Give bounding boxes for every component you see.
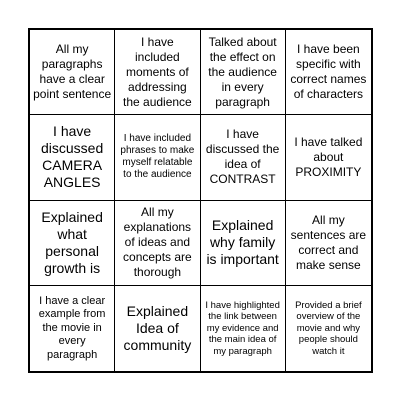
bingo-cell[interactable] (201, 286, 286, 371)
bingo-cell[interactable] (115, 286, 200, 371)
bingo-cell-text: I have been specific with correct names of characters (290, 42, 367, 102)
bingo-cell[interactable] (201, 30, 286, 115)
bingo-cell-text: All my sentences are correct and make sense (290, 212, 367, 272)
bingo-board (28, 28, 373, 373)
bingo-cell[interactable] (286, 286, 371, 371)
bingo-cell[interactable] (115, 115, 200, 200)
bingo-cell[interactable] (115, 30, 200, 115)
bingo-cell-text: I have highlighted the link between my evidence and the main idea of my paragraph (205, 299, 280, 357)
bingo-cell-text: I have included moments of addressing the audience (123, 34, 192, 109)
bingo-cell-text: Explained Idea of community (123, 302, 192, 353)
bingo-cell-text: Explained why family is important (206, 217, 279, 268)
bingo-cell[interactable] (30, 115, 115, 200)
bingo-cell-text: Explained what personal growth is (41, 208, 103, 276)
bingo-cell-text: Provided a brief overview of the movie and why people should watch it (295, 299, 362, 357)
bingo-cell-text: I have discussed the idea of CONTRAST (205, 127, 280, 187)
bingo-cell-text: I have included phrases to make myself relatable to the audience (120, 133, 195, 181)
bingo-cell-text: All my paragraphs have a clear point sentence (33, 42, 112, 102)
bingo-cell-text: I have discussed CAMERA ANGLES (40, 123, 104, 191)
bingo-cell-text: All my explanations of ideas and concepts are thorough (123, 205, 192, 280)
bingo-cell[interactable] (30, 286, 115, 371)
bingo-cell[interactable] (286, 115, 371, 200)
bingo-cell[interactable] (286, 30, 371, 115)
bingo-cell-text: I have a clear example from the movie in every paragraph (38, 294, 106, 361)
bingo-cell[interactable] (201, 201, 286, 286)
bingo-cell[interactable] (286, 201, 371, 286)
bingo-cell-text: Talked about the effect on the audience in every paragraph (208, 34, 277, 109)
bingo-cell[interactable] (201, 115, 286, 200)
bingo-cell[interactable] (30, 30, 115, 115)
bingo-cell[interactable] (115, 201, 200, 286)
bingo-cell[interactable] (30, 201, 115, 286)
bingo-cell-text: I have talked about PROXIMITY (294, 134, 363, 179)
